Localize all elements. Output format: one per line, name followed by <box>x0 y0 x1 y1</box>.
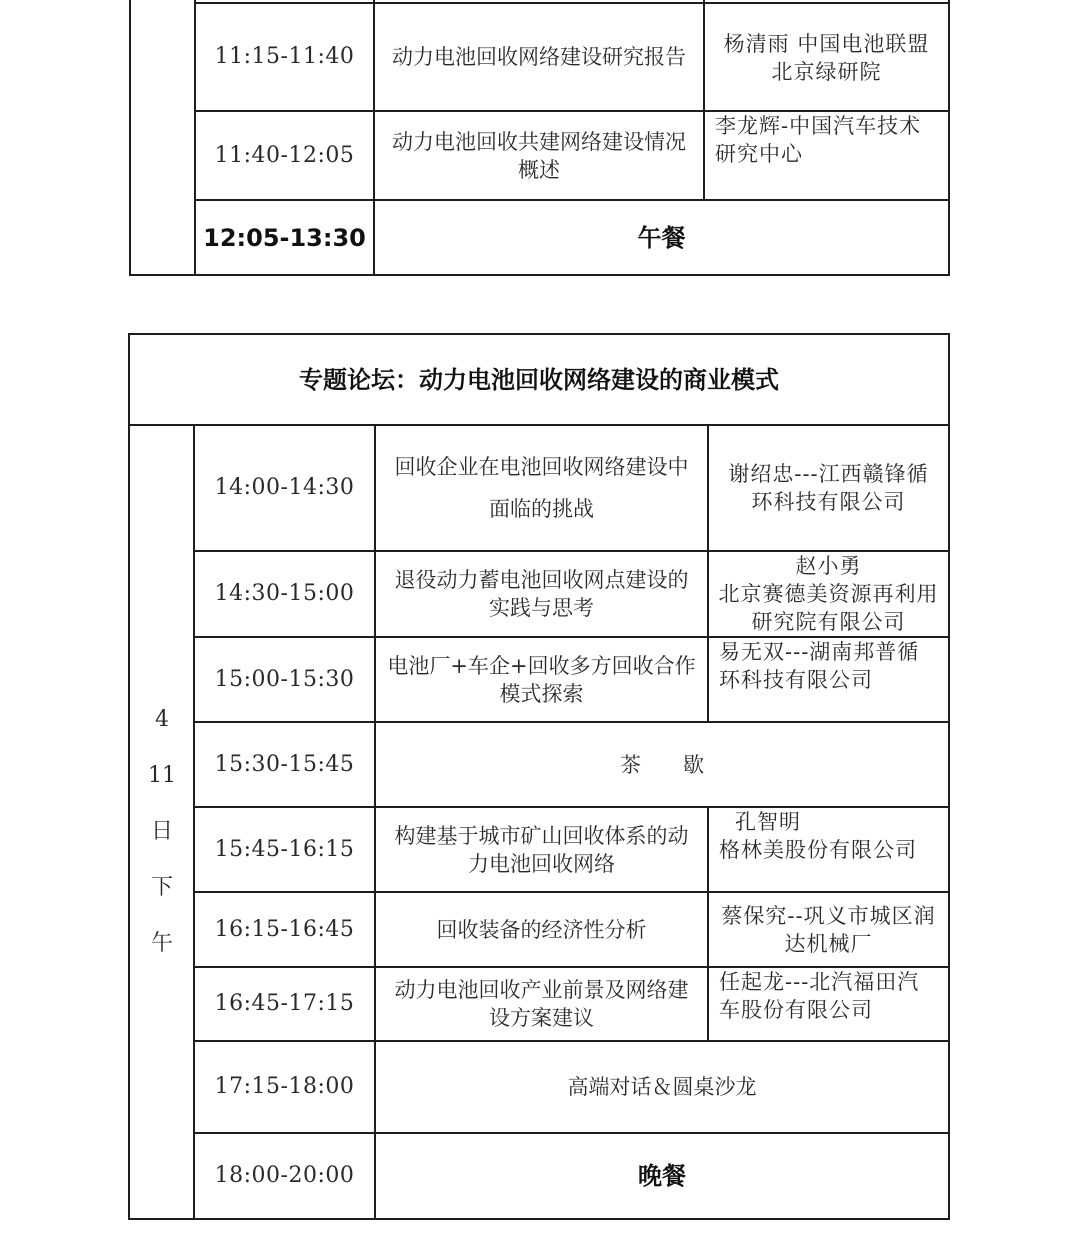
speaker-text: 达机械厂 <box>784 931 873 956</box>
table-border <box>129 274 950 276</box>
lunch-time-cell: 12:05-13:30 <box>203 223 366 252</box>
topic-cell <box>375 112 703 199</box>
speaker-text: 杨清雨 中国电池联盟 <box>723 32 930 56</box>
topic-text: 构建基于城市矿山回收体系的动 <box>394 823 689 848</box>
speaker-cell <box>705 4 948 110</box>
topic-cell <box>376 638 707 721</box>
speaker-text: 谢绍忠---江西赣锋循 <box>728 462 929 486</box>
topic-text: 动力电池回收网络建设研究报告 <box>392 45 686 69</box>
speaker-cell <box>705 112 948 199</box>
speaker-text: 蔡保究--巩义市城区润 <box>721 903 936 928</box>
topic-cell <box>376 968 707 1040</box>
topic-text: 动力电池回收共建网络建设情况 <box>392 129 686 154</box>
topic-cell <box>376 426 707 550</box>
time-cell: 11:40-12:05 <box>214 142 355 168</box>
topic-text: 模式探索 <box>499 681 584 706</box>
speaker-text: 李龙辉-中国汽车技术 <box>715 114 922 138</box>
topic-text: 电池厂+车企+回收多方回收合作 <box>387 653 696 678</box>
date-char: 下 <box>150 875 173 900</box>
roundtable-label: 高端对话＆圆桌沙龙 <box>567 1075 757 1099</box>
speaker-cell <box>709 893 948 966</box>
time-cell: 16:15-16:45 <box>214 916 355 942</box>
topic-text: 面临的挑战 <box>489 497 594 521</box>
time-cell: 17:15-18:00 <box>214 1074 355 1099</box>
speaker-text: 研究院有限公司 <box>751 610 906 634</box>
date-char: 11 <box>148 763 176 788</box>
speaker-text: 易无双---湖南邦普循 <box>719 640 920 664</box>
topic-text: 实践与思考 <box>489 596 594 620</box>
date-char: 4 <box>155 707 169 732</box>
tea-break-label: 茶 歇 <box>620 752 704 777</box>
date-char: 午 <box>150 931 173 956</box>
date-char: 日 <box>150 819 173 844</box>
time-cell: 16:45-17:15 <box>214 991 355 1016</box>
speaker-cell <box>709 638 948 721</box>
topic-text: 动力电池回收产业前景及网络建 <box>394 978 689 1002</box>
speaker-text: 北京绿研院 <box>771 60 882 84</box>
speaker-text: 车股份有限公司 <box>719 998 873 1022</box>
topic-cell <box>376 552 707 636</box>
time-cell: 18:00-20:00 <box>214 1163 355 1188</box>
speaker-text: 研究中心 <box>715 142 803 166</box>
date-column <box>130 692 194 972</box>
lunch-label: 午餐 <box>637 223 686 252</box>
table-border <box>129 0 131 276</box>
speaker-text: 环科技有限公司 <box>719 668 873 692</box>
time-cell: 15:45-16:15 <box>214 836 355 862</box>
time-cell: 15:00-15:30 <box>214 666 355 692</box>
time-cell: 15:30-15:45 <box>214 751 355 777</box>
table-border <box>948 333 950 1220</box>
topic-text: 回收装备的经济性分析 <box>436 917 647 942</box>
speaker-cell <box>709 968 948 1040</box>
table-border <box>128 1218 950 1220</box>
time-cell: 14:30-15:00 <box>214 581 355 606</box>
table-border <box>948 0 950 276</box>
topic-text: 设方案建议 <box>489 1006 594 1030</box>
topic-text: 回收企业在电池回收网络建设中 <box>394 455 689 479</box>
speaker-text: 赵小勇 <box>795 554 862 578</box>
time-cell: 11:15-11:40 <box>214 44 355 69</box>
speaker-text: 北京赛德美资源再利用 <box>718 582 939 606</box>
forum-title: 专题论坛：动力电池回收网络建设的商业模式 <box>299 365 779 394</box>
speaker-text: 格林美股份有限公司 <box>719 838 917 862</box>
speaker-text: 环科技有限公司 <box>751 490 906 514</box>
topic-cell <box>375 4 703 110</box>
topic-text: 退役动力蓄电池回收网点建设的 <box>394 568 689 592</box>
speaker-cell <box>709 808 948 891</box>
time-cell: 14:00-14:30 <box>214 475 355 500</box>
speaker-cell <box>709 552 948 636</box>
speaker-cell <box>709 426 948 550</box>
topic-text: 力电池回收网络 <box>468 851 615 876</box>
speaker-text: 任起龙---北汽福田汽 <box>719 970 920 994</box>
topic-cell <box>376 808 707 891</box>
topic-cell <box>376 893 707 966</box>
dinner-label: 晚餐 <box>638 1162 686 1190</box>
topic-text: 概述 <box>518 157 560 182</box>
speaker-text: 孔智明 <box>735 810 801 834</box>
